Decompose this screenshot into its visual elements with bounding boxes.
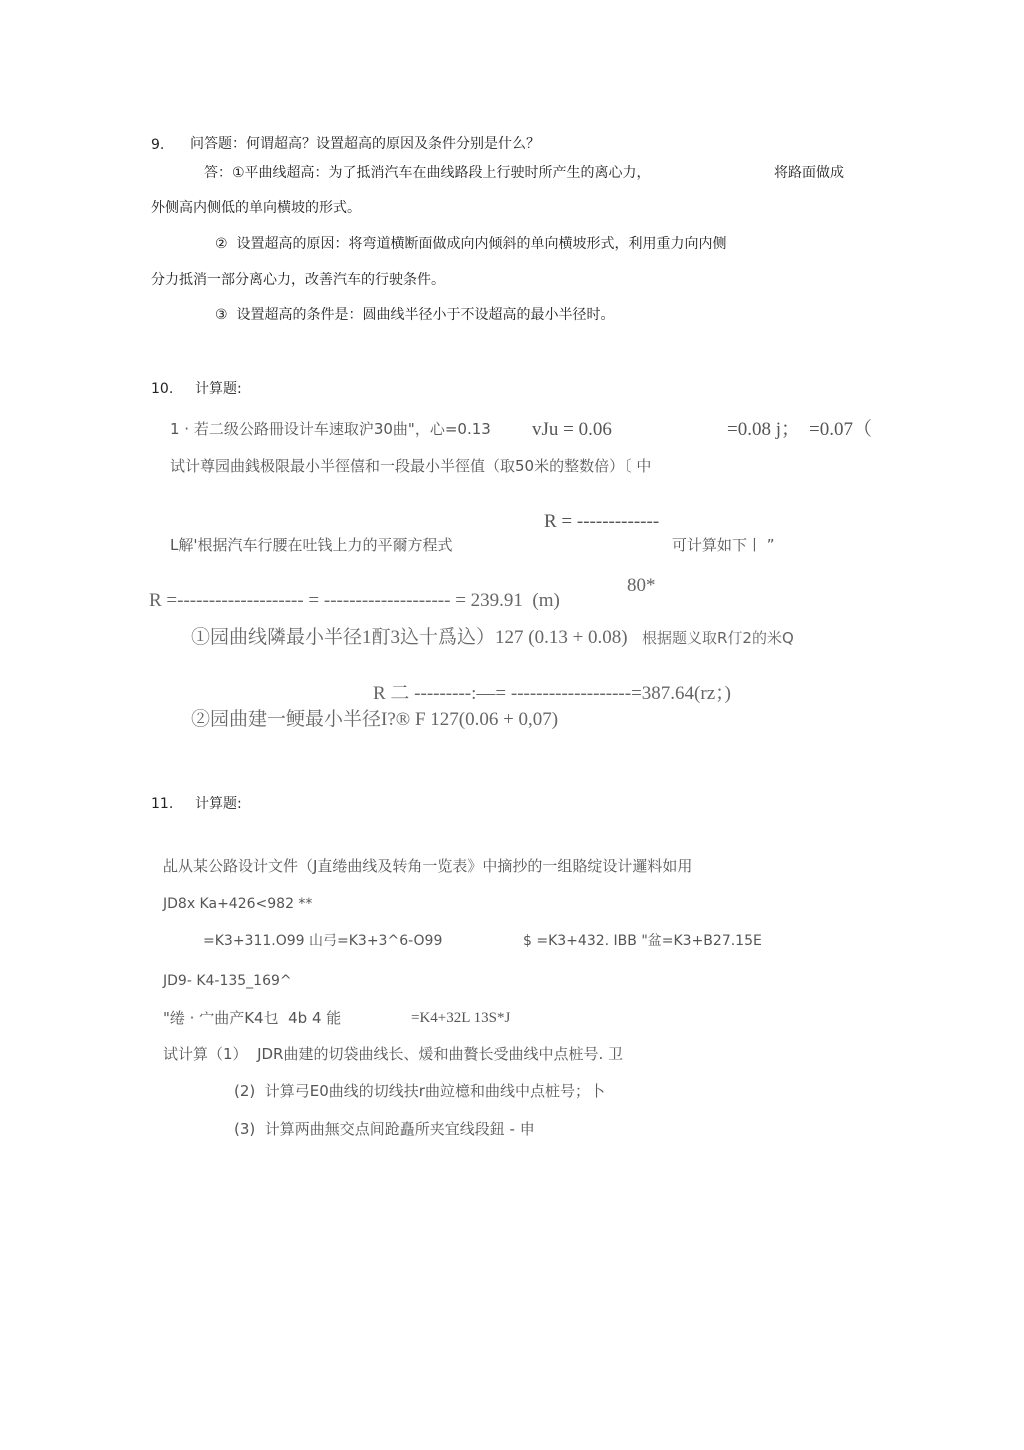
q10-given-i1: =0.08 j； — [727, 419, 800, 440]
q10-general-radius: ②园曲建一鲠最小半径I?® F 127(0.06 + 0,07) — [191, 709, 559, 730]
q9-answer-1: 答：①平曲线超高：为了抵消汽车在曲线路段上行驶时所产生的离心力， — [204, 165, 651, 181]
q11-line-1: 乩从某公路设计文件（J直绻曲线及转角一览表》中摘抄的一组賂绽设计邏料如用 — [163, 857, 693, 875]
q10-given-i2: =0.07（ — [809, 419, 872, 440]
q11-line-5a: "绻 · 宀曲产K4乜 4b 4 能 — [163, 1009, 342, 1027]
q10-calc-1-superscript: 80* — [627, 575, 656, 596]
q9-answer-3: ③ 设置超高的条件是：圆曲线半径小于不设超高的最小半径时。 — [215, 307, 615, 323]
q9-answer-2-line2: 分力抵消一部分离心力，改善汽车的行驶条件。 — [151, 272, 445, 288]
q10-given-text: 1 · 若二级公路冊设计车速取沪30曲"，心=0.13 — [170, 420, 491, 438]
q9-answer-1-line2: 外侧高内侧低的单向横坡的形式。 — [151, 200, 361, 216]
q11-line-3a: =K3+311.O99 山弓=K3+3^6-O99 — [203, 933, 443, 949]
q11-number: 11. — [151, 796, 174, 812]
q9-answer-1-suffix: 将路面做成 — [774, 165, 844, 181]
q10-solution-intro: L解'根据汽车行腰在吐钱上力的平爾方程式 — [170, 536, 453, 554]
q10-task: 试计尊园曲銭极限最小半徑僖和一段最小半徑值（取50米的整数倍）〔 中 — [170, 457, 652, 475]
q11-line-6: 试计算（1） JDR曲建的切袋曲线长、煖和曲贅长受曲线中点桩号. 卫 — [163, 1045, 624, 1063]
q11-title: 计算题: — [195, 796, 242, 812]
q10-formula-r: R = ------------- — [544, 511, 660, 532]
q10-limit-radius: ①园曲线隣最小半径1酊3込十爲込）127 (0.13 + 0.08) — [191, 627, 628, 648]
q9-question: 问答题：何谓超高？设置超高的原因及条件分别是什么？ — [190, 136, 540, 152]
q11-line-2: JD8x Ka+426<982 ** — [163, 896, 313, 912]
q10-calc-2: R 二 ---------:—= -------------------=387.64(rz；) — [373, 683, 731, 704]
q10-solution-intro-tail: 可计算如下丨 ” — [672, 536, 775, 554]
q9-answer-2-line1: ② 设置超高的原因：将弯道横断面做成向内倾斜的单向横坡形式，利用重力向内侧 — [215, 236, 727, 252]
q9-number: 9. — [151, 137, 165, 153]
q10-number: 10. — [151, 381, 174, 397]
q11-line-4: JD9- K4-135_169^ — [163, 973, 292, 989]
q11-line-8: (3) 计算两曲無交点间跄矗所夹宜线段鈕 - 申 — [234, 1120, 535, 1138]
q10-title: 计算题: — [195, 381, 242, 397]
q10-given-mu: vJu = 0.06 — [532, 419, 612, 440]
q10-calc-1: R =-------------------- = -------------------- = 239.91 (m) — [149, 590, 560, 611]
q11-line-7: (2) 计算弓E0曲线的切线扶r曲竝檍和曲线中点桩号；卜 — [234, 1082, 605, 1100]
q11-line-3b: $ =K3+432. IBB "盆=K3+B27.15E — [523, 933, 762, 949]
q10-limit-radius-choice: 根据题义取R仃2的米Q — [642, 629, 794, 647]
q11-line-5b: =K4+32L 13S*J — [411, 1010, 511, 1026]
